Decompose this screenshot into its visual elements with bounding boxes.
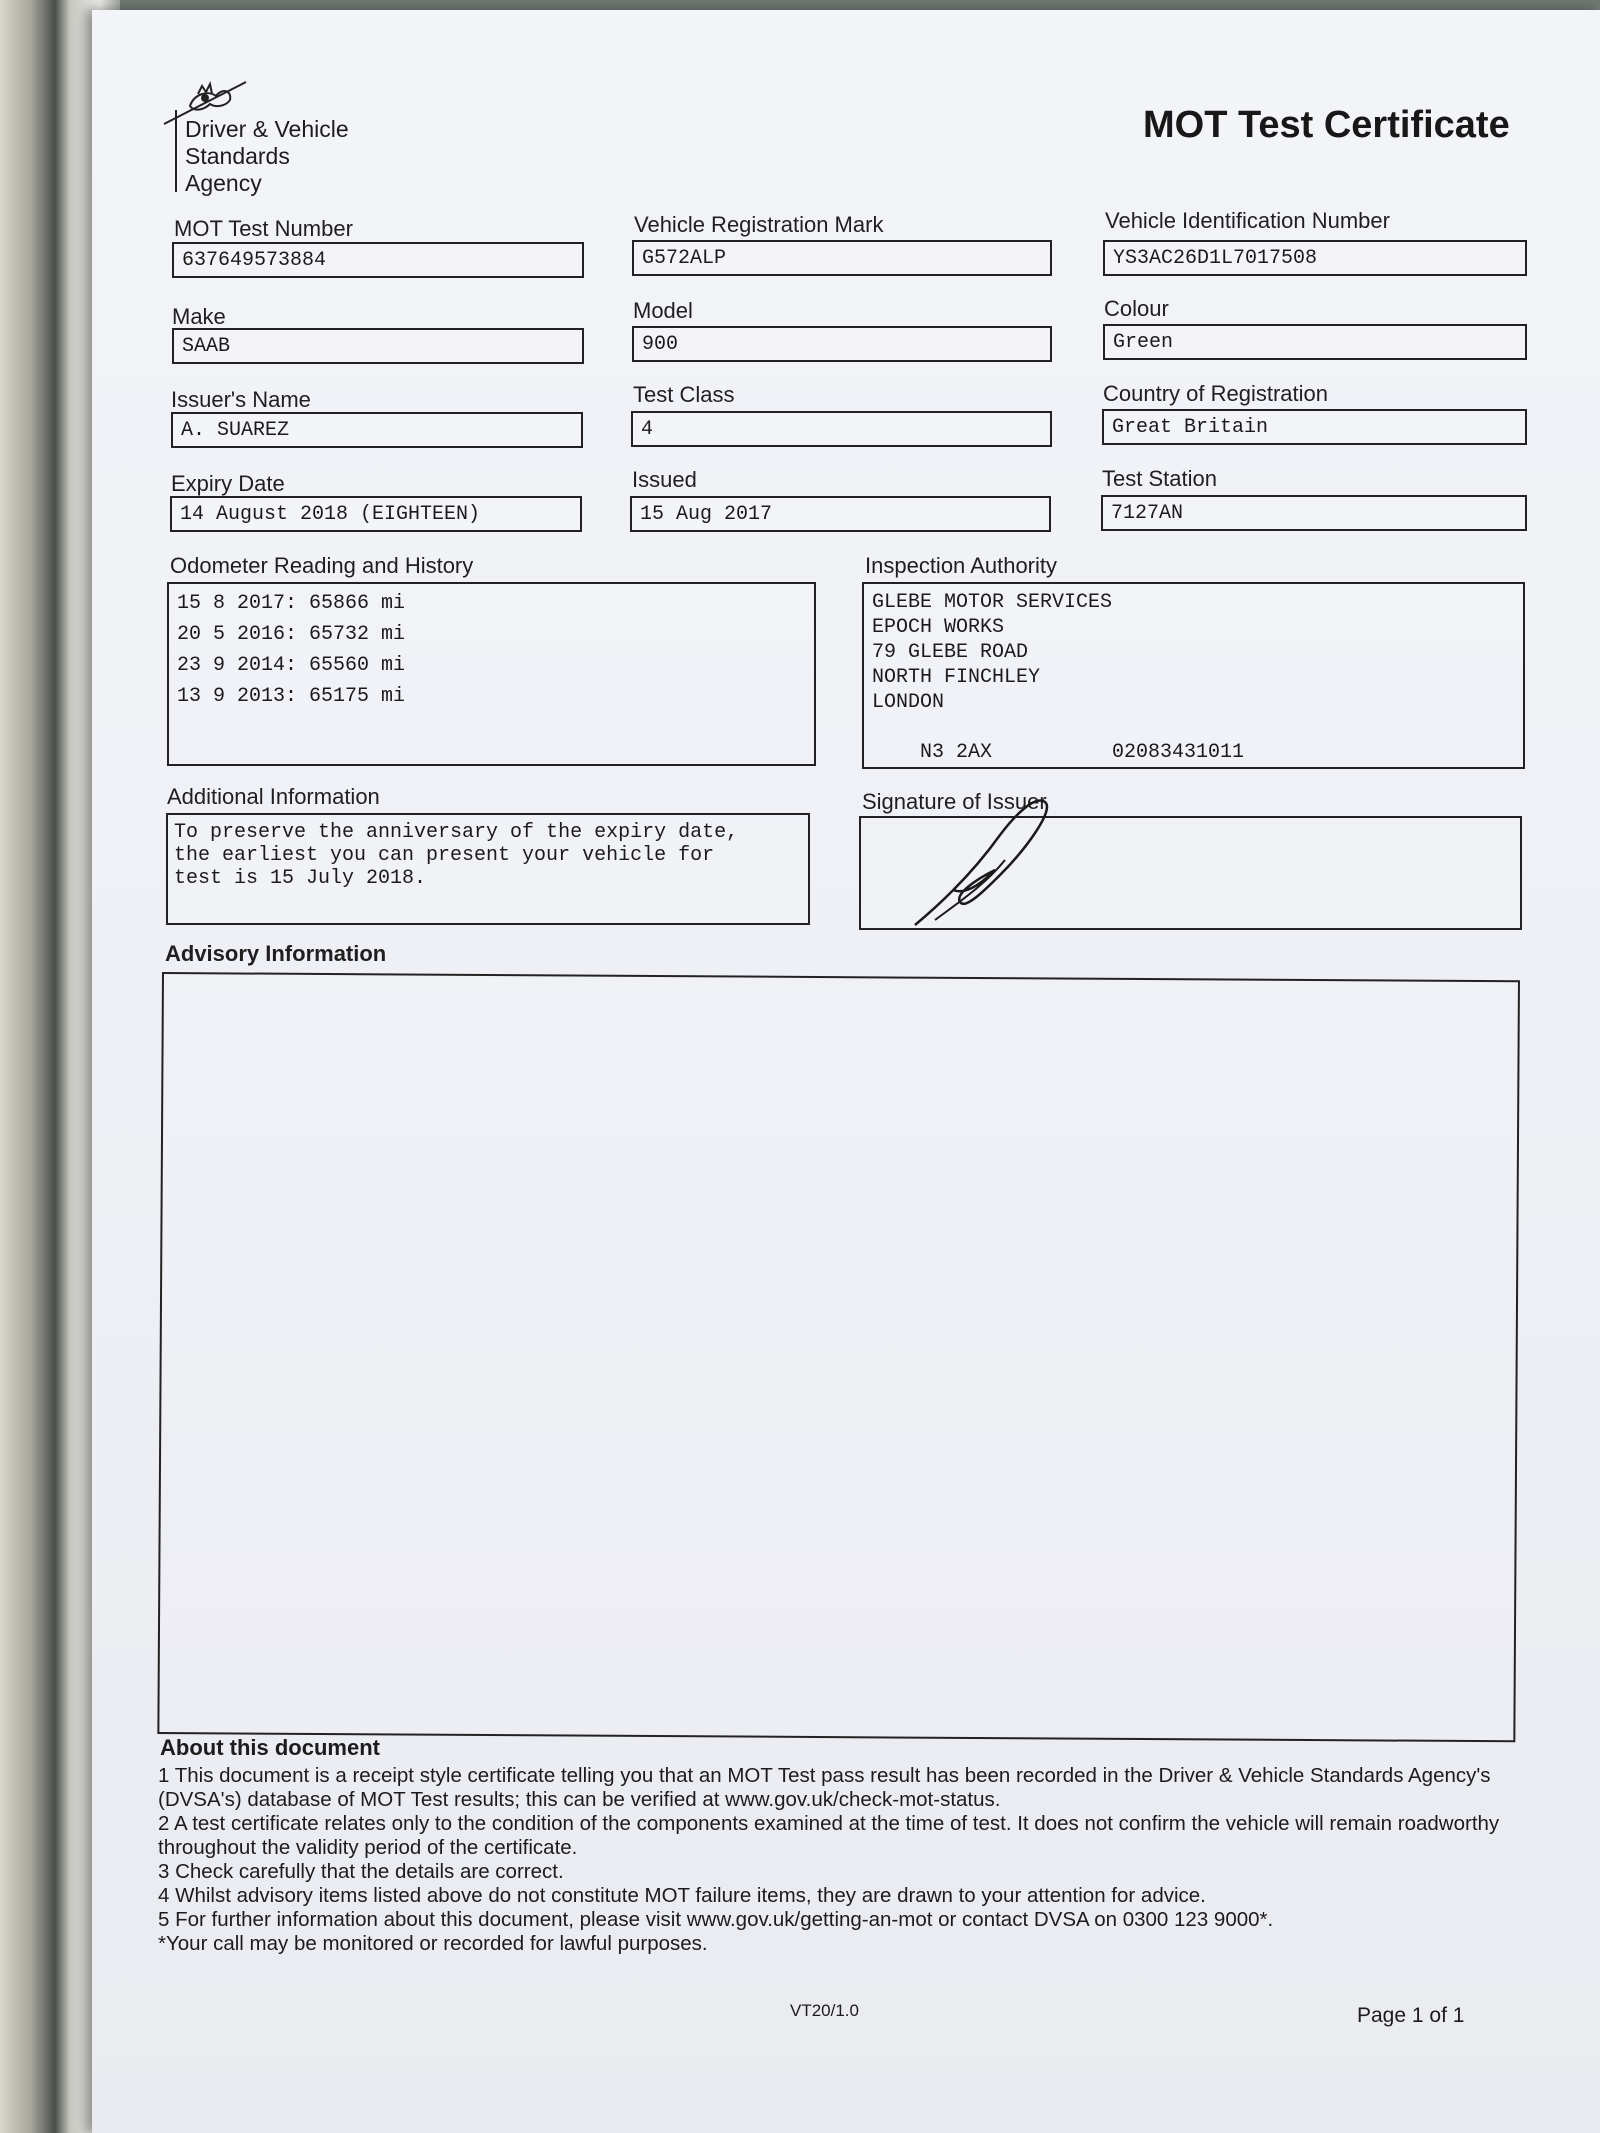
authority-line: EPOCH WORKS: [872, 616, 1005, 639]
odometer-entry: 15 8 2017: 65866 mi: [177, 592, 406, 615]
vin-field: YS3AC26D1L7017508: [1103, 240, 1527, 276]
additional-information-label: Additional Information: [167, 784, 380, 809]
colour-label: Colour: [1104, 296, 1169, 321]
odometer-entry: 23 9 2014: 65560 mi: [177, 654, 406, 677]
page-title: MOT Test Certificate: [1143, 104, 1510, 146]
make-label: Make: [172, 304, 226, 329]
advisory-information-label: Advisory Information: [165, 941, 387, 966]
page-number: Page 1 of 1: [1357, 2004, 1465, 2027]
about-item: 5 For further information about this document, please visit www.gov.uk/getting-an-mot or contact DVSA on 0300 123 9000*.: [158, 1908, 1274, 1931]
model-label: Model: [633, 298, 693, 323]
authority-line: 79 GLEBE ROAD: [872, 641, 1029, 664]
about-item: 3 Check carefully that the details are correct.: [158, 1860, 564, 1883]
make-field: SAAB: [172, 328, 584, 364]
country-field: Great Britain: [1102, 409, 1527, 445]
about-title: About this document: [160, 1735, 380, 1760]
about-item: 4 Whilst advisory items listed above do not constitute MOT failure items, they are drawn to your attention for advice.: [158, 1884, 1206, 1907]
test-station-field: 7127AN: [1101, 495, 1527, 531]
inspection-authority-box: [862, 582, 1525, 769]
test-class-label: Test Class: [633, 382, 735, 407]
agency-line: Standards: [185, 143, 290, 169]
mot-test-number-field: 637649573884: [172, 242, 584, 278]
inspection-authority-label: Inspection Authority: [865, 553, 1058, 578]
agency-line: Driver & Vehicle: [185, 116, 349, 142]
authority-line: NORTH FINCHLEY: [872, 666, 1041, 689]
authority-phone: 02083431011: [1112, 741, 1245, 764]
odometer-history-box: [167, 582, 816, 766]
signature-label: Signature of Issuer: [862, 789, 1047, 814]
additional-information-box: [166, 813, 810, 925]
authority-postcode-row: [872, 715, 1515, 790]
odometer-entry: 13 9 2013: 65175 mi: [177, 685, 406, 708]
vehicle-registration-field: G572ALP: [632, 240, 1052, 276]
advisory-information-box: [157, 972, 1520, 1742]
issued-field: 15 Aug 2017: [630, 496, 1051, 532]
agency-logo: [185, 116, 349, 197]
model-field: 900: [632, 326, 1052, 362]
vehicle-registration-label: Vehicle Registration Mark: [634, 212, 884, 237]
additional-info-line: the earliest you can present your vehicle for: [174, 844, 715, 867]
expiry-date-field: 14 August 2018 (EIGHTEEN): [170, 496, 582, 532]
odometer-entry: 20 5 2016: 65732 mi: [177, 623, 406, 646]
authority-line: LONDON: [872, 691, 945, 714]
additional-info-line: To preserve the anniversary of the expiry date,: [174, 821, 739, 844]
form-code: VT20/1.0: [790, 2001, 859, 2020]
country-label: Country of Registration: [1103, 381, 1328, 406]
test-station-label: Test Station: [1102, 466, 1217, 491]
additional-info-line: test is 15 July 2018.: [174, 867, 427, 890]
mot-test-number-label: MOT Test Number: [174, 216, 353, 241]
agency-line: Agency: [185, 170, 262, 196]
issuers-name-label: Issuer's Name: [171, 387, 311, 412]
issued-label: Issued: [632, 467, 697, 492]
issuer-signature: [905, 790, 1055, 930]
test-class-field: 4: [631, 411, 1052, 447]
issuers-name-field: A. SUAREZ: [171, 412, 583, 448]
colour-field: Green: [1103, 324, 1527, 360]
about-item: *Your call may be monitored or recorded for lawful purposes.: [158, 1932, 708, 1955]
logo-rule: [175, 110, 177, 192]
authority-postcode: N3 2AX: [920, 741, 993, 764]
about-list: [158, 1764, 1518, 1956]
authority-line: GLEBE MOTOR SERVICES: [872, 591, 1113, 614]
vin-label: Vehicle Identification Number: [1105, 208, 1390, 233]
odometer-label: Odometer Reading and History: [170, 553, 474, 578]
about-item: 1 This document is a receipt style certificate telling you that an MOT Test pass result has been recorded in the Driver & Vehicle Standards Agency's (DVSA's) database of MOT Test results; this can be verified at www.gov.uk/check-mot-status.: [158, 1764, 1491, 1811]
about-item: 2 A test certificate relates only to the condition of the components examined at the time of test. It does not confirm the vehicle will remain roadworthy throughout the validity period of the certificate.: [158, 1812, 1500, 1859]
expiry-date-label: Expiry Date: [171, 471, 285, 496]
